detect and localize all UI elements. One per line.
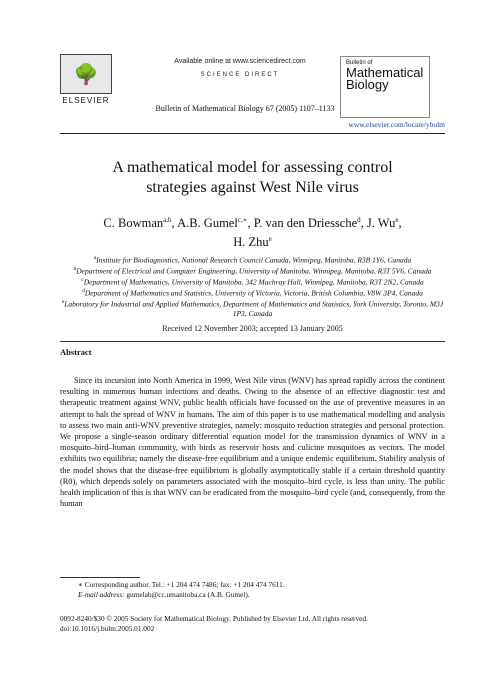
journal-logo [340, 56, 430, 118]
journal-logo-line1: Mathematical [346, 65, 424, 80]
affiliation: $^a$Institute for Biodiagnostics, National Research Council Canada, Winnipeg, Manitoba, R3B 1Y6, Canada [93, 255, 412, 265]
elsevier-wordmark: ELSEVIER [62, 96, 110, 105]
doi-line: doi:10.1016/j.bulm.2005.01.002 [60, 623, 155, 633]
journal-citation: Bulletin of Mathematical Biology 67 (2005) 1107–1133 [155, 104, 335, 113]
affiliation: $^b$Department of Electrical and Computer Engineering, University of Manitoba, Winnipeg, Manitoba, R3T 5V6, Canada [73, 266, 432, 276]
available-online-text: Available online at www.sciencedirect.com [174, 58, 306, 65]
copyright-line: 0092-8240/$30 © 2005 Society for Mathematical Biology. Published by Elsevier Ltd. All rights reserved. [60, 614, 368, 623]
email-note: E-mail address: gumelab@cc.umanitoba.ca (A.B. Gumel). [78, 589, 250, 599]
author: P. van den Driessche$^d$, [253, 216, 367, 231]
footnote-divider [60, 577, 140, 578]
author: A.B. Gumel$^{c,∗}$, [177, 216, 254, 231]
journal-logo-line2: Biology [346, 77, 389, 92]
author-list [60, 212, 445, 250]
author: J. Wu$^e$, [366, 216, 402, 231]
abstract-divider [60, 341, 445, 342]
corresponding-author-note: ∗ Corresponding author. Tel.: +1 204 474 7486; fax: +1 204 474 7611. [78, 580, 285, 589]
journal-url-link[interactable]: www.elsevier.com/locate/ybulm [348, 120, 445, 129]
title-line-2: strategies against West Nile virus [146, 179, 359, 196]
affiliation: $^e$Laboratory for Industrial and Applied Mathematics, Department of Mathematics and Statistics, York University, Toronto, M3J 1P3, Canada [61, 299, 444, 318]
sciencedirect-logo [175, 72, 305, 78]
header-divider [60, 133, 445, 134]
footnote [60, 580, 445, 599]
affiliation: $^d$Department of Mathematics and Statistics, University of Victoria, Victoria, British Columbia, V8W 3P4, Canada [82, 288, 423, 298]
journal-logo-small: Bulletin of [346, 60, 373, 66]
email-link[interactable]: gumelab@cc.umanitoba.ca (A.B. Gumel). [126, 589, 250, 599]
received-dates: Received 12 November 2003; accepted 13 January 2005 [162, 324, 343, 333]
title-line-1: A mathematical model for assessing control [112, 159, 393, 176]
affiliations [60, 254, 445, 319]
abstract-body: Since its incursion into North America in 1999, West Nile virus (WNV) has spread rapidly across the continent resulting in numerous human infections and deaths. Owing to the absence of an effective diagnostic test and therapeutic treatment against WNV, public health officials have focussed on the use of preventive measures in an attempt to halt the spread of WNV in humans. The aim of this paper is to use mathematical modelling and analysis to assess two main anti-WNV preventive strategies, namely: mosquito reduction strategies and personal protection. We propose a single-season ordinary differential equation model for the transmission dynamics of WNV in a mosquito–bird–human community, with birds as reservoir hosts and culicine mosquitoes as vectors. The model exhibits two equilibria; namely the disease-free equilibrium and a unique endemic equilibrium. Stability analysis of the model shows that the disease-free equilibrium is globally asymptotically stable if a certain threshold quantity (R0), which depends solely on parameters associated with the mosquito–bird cycle, is less than unity. The public health implication of this is that WNV can be eradicated from the mosquito–bird cycle (and, consequently, from the human [60, 376, 445, 509]
author: C. Bowman$^{a,b}$, [103, 216, 178, 231]
tree-icon: 🌳 [60, 54, 112, 94]
sciencedirect-logo-text: SCIENCE DIRECT [200, 72, 280, 78]
elsevier-logo [60, 54, 112, 106]
abstract-heading: Abstract [60, 347, 92, 357]
copyright-notice [60, 614, 445, 633]
author: H. Zhu$^e$ [233, 235, 272, 250]
affiliation: $^c$Department of Mathematics, University of Manitoba, 342 Machray Hall, Winnipeg, Manitoba, R3T 2N2, Canada [81, 277, 424, 287]
paper-title [60, 158, 445, 198]
